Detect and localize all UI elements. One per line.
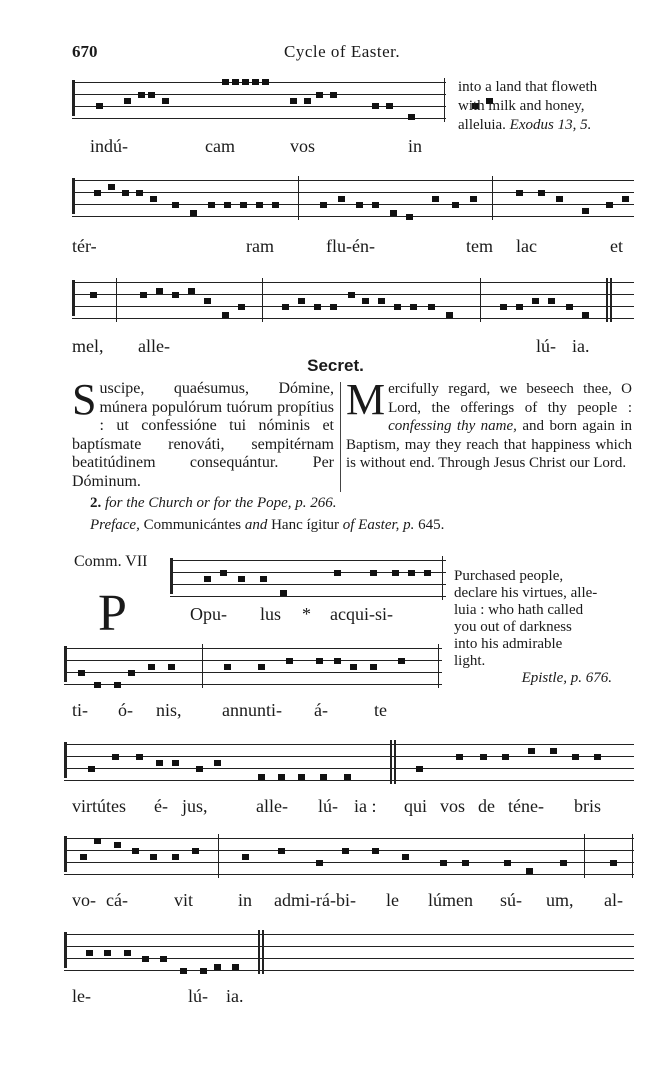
lyric-syllable: lúmen	[428, 890, 473, 910]
secret-latin-column: Suscipe, quaésumus, Dómine, múnera populórum tuórum propítius : ut confessióne tui nóminis et baptísmate renováti, sempitérnam beatitúdinem consequántur. Per Dóminum.	[72, 375, 334, 490]
lyric-syllable: de	[478, 796, 495, 816]
lyric-syllable: á-	[314, 700, 328, 720]
lyric-syllable: qui	[404, 796, 428, 816]
lyric-syllable: é-	[154, 796, 168, 816]
lyric-syllable: ti-	[72, 700, 88, 720]
secret-english-column: Mercifully regard, we beseech thee, O Lord, the offerings of thy people : confessing thy name, and born again in Baptism, may they reach that happiness which is without end. Through Jesus Christ our Lord.	[346, 375, 632, 471]
lyric-syllable: lú-	[188, 986, 208, 1006]
lyric-syllable: nis,	[156, 700, 182, 720]
music-staff	[72, 176, 634, 220]
lyric-syllable: Opu-	[190, 604, 227, 624]
lyric-syllable: alle-	[256, 796, 288, 816]
drop-cap: M	[346, 375, 386, 424]
lyric-syllable: lus	[260, 604, 282, 624]
running-title: Cycle of Easter.	[284, 42, 401, 61]
lyric-syllable: um,	[546, 890, 574, 910]
lyric-syllable: ram	[246, 236, 274, 256]
music-staff	[64, 834, 634, 878]
lyric-syllable: ia :	[354, 796, 377, 816]
lyric-syllable: bris	[574, 796, 601, 816]
lyric-syllable: et	[610, 236, 623, 256]
lyric-syllable: te	[374, 700, 387, 720]
scripture-reference: Exodus 13, 5.	[509, 117, 592, 133]
lyric-syllable: vos	[440, 796, 466, 816]
communion-label: Comm. VII	[74, 553, 148, 570]
rubric-note: 2. for the Church or for the Pope, p. 266.	[90, 495, 337, 511]
lyric-syllable: téne-	[508, 796, 544, 816]
lyric-syllable: virtútes	[72, 796, 126, 816]
lyric-syllable: cá-	[106, 890, 128, 910]
lyric-syllable: sú-	[500, 890, 522, 910]
lyric-syllable: ia.	[226, 986, 244, 1006]
music-staff	[64, 930, 634, 974]
music-staff	[64, 740, 634, 784]
music-staff	[64, 644, 442, 688]
lyric-syllable: le-	[72, 986, 91, 1006]
column-divider	[340, 382, 341, 492]
lyric-syllable: alle-	[138, 336, 170, 356]
lyric-syllable: mel,	[72, 336, 104, 356]
drop-cap: S	[72, 375, 97, 424]
rubric-note: Preface, Communicántes and Hanc ígitur of Easter, p. 645.	[90, 517, 445, 533]
introit-side-text: into a land that floweth with milk and honey, alleluia. Exodus 13, 5.	[458, 79, 598, 133]
lyric-syllable: ia.	[572, 336, 590, 356]
lyric-syllable: jus,	[182, 796, 208, 816]
scripture-reference: Epistle,	[521, 670, 567, 686]
lyric-syllable: acqui-si-	[330, 604, 393, 624]
lyric-syllable: indú-	[90, 136, 128, 156]
lyric-syllable: lú-	[536, 336, 556, 356]
lyric-syllable: ó-	[118, 700, 133, 720]
lyric-syllable: vit	[174, 890, 194, 910]
lyric-syllable: vo-	[72, 890, 96, 910]
page-number: 670	[72, 42, 98, 61]
lyric-syllable: admi-rá-bi-	[274, 890, 356, 910]
lyric-syllable: *	[302, 604, 311, 624]
lyric-syllable: annunti-	[222, 700, 282, 720]
lyric-syllable: le	[386, 890, 399, 910]
lyric-syllable: vos	[290, 136, 316, 156]
communion-side-text: Purchased people, declare his virtues, alle- luia : who hath called you out of darkness into his admirable light. Epistle, p. 676.	[454, 568, 612, 686]
music-staff	[170, 556, 446, 600]
lyric-syllable: flu-én-	[326, 236, 375, 256]
lyric-syllable: lú-	[318, 796, 338, 816]
initial-letter: P	[98, 585, 127, 642]
lyric-syllable: in	[408, 136, 423, 156]
lyric-syllable: tér-	[72, 236, 97, 256]
music-staff	[72, 278, 634, 322]
lyric-syllable: cam	[205, 136, 235, 156]
lyric-syllable: lac	[516, 236, 537, 256]
lyric-syllable: tem	[466, 236, 493, 256]
music-staff	[72, 78, 446, 122]
section-title: Secret.	[307, 356, 364, 375]
lyric-syllable: al-	[604, 890, 623, 910]
lyric-syllable: in	[238, 890, 253, 910]
